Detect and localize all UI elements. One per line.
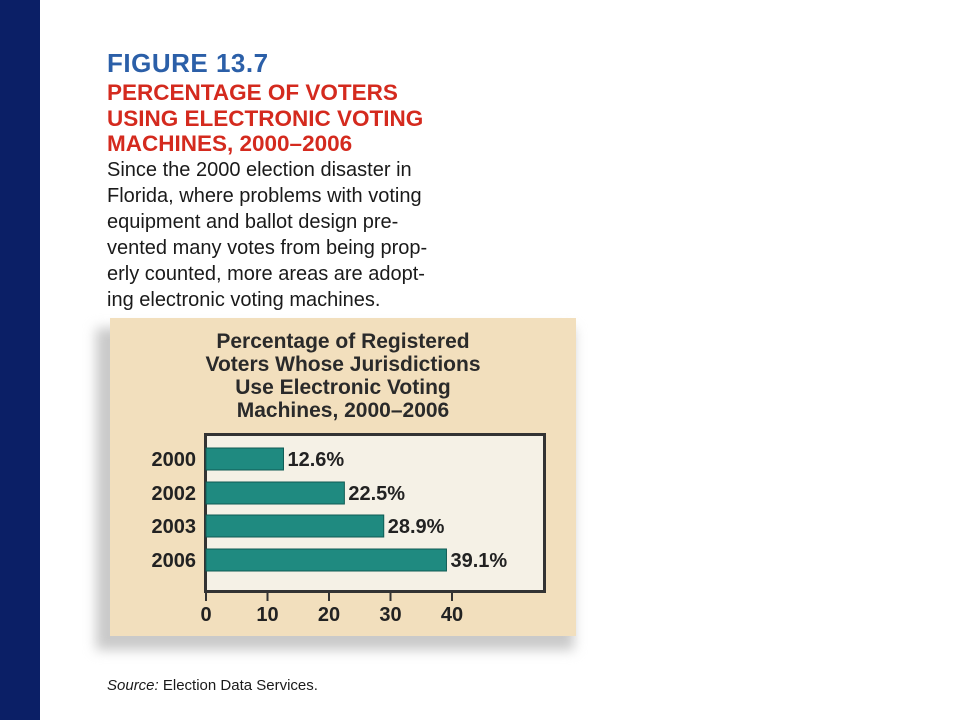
figure-title-line: MACHINES, 2000–2006 xyxy=(107,131,353,156)
category-label-2003: 2003 xyxy=(151,516,196,538)
category-label-2000: 2000 xyxy=(151,449,196,471)
x-tick-label-0: 0 xyxy=(200,604,212,626)
x-tick-label-40: 40 xyxy=(440,604,464,626)
bar-2003 xyxy=(206,515,384,537)
bar-2002 xyxy=(206,482,344,504)
value-label-2000: 12.6% xyxy=(287,449,345,471)
category-label-2006: 2006 xyxy=(151,550,196,572)
figure-label: FIGURE 13.7 xyxy=(107,48,269,78)
category-label-2002: 2002 xyxy=(151,483,196,505)
chart-title-line: Percentage of Registered xyxy=(216,330,470,353)
x-tick-label-10: 10 xyxy=(256,604,279,626)
figure-description-line: equipment and ballot design pre- xyxy=(107,211,399,233)
chart-title-line: Voters Whose Jurisdictions xyxy=(205,353,481,376)
figure-description-line: ing electronic voting machines. xyxy=(107,289,381,311)
chart-title-line: Machines, 2000–2006 xyxy=(236,399,450,422)
source-label: Source: xyxy=(107,677,159,694)
chart-title-line: Use Electronic Voting xyxy=(235,376,451,399)
value-label-2002: 22.5% xyxy=(348,483,406,505)
value-label-2003: 28.9% xyxy=(387,516,445,538)
figure-description-line: Florida, where problems with voting xyxy=(107,185,422,207)
source-text: Election Data Services. xyxy=(158,677,318,694)
bar-2006 xyxy=(206,549,446,571)
bar-2000 xyxy=(206,448,283,470)
x-tick-label-30: 30 xyxy=(379,604,402,626)
x-tick-label-20: 20 xyxy=(317,604,341,626)
figure-title-line: USING ELECTRONIC VOTING xyxy=(107,105,424,131)
figure-title-line: PERCENTAGE OF VOTERS xyxy=(107,80,398,105)
source-note xyxy=(107,677,318,694)
value-label-2006: 39.1% xyxy=(450,550,508,572)
figure-description-line: erly counted, more areas are adopt- xyxy=(107,263,425,285)
figure-description-line: vented many votes from being prop- xyxy=(107,237,428,259)
figure-description-line: Since the 2000 election disaster in xyxy=(107,159,412,181)
